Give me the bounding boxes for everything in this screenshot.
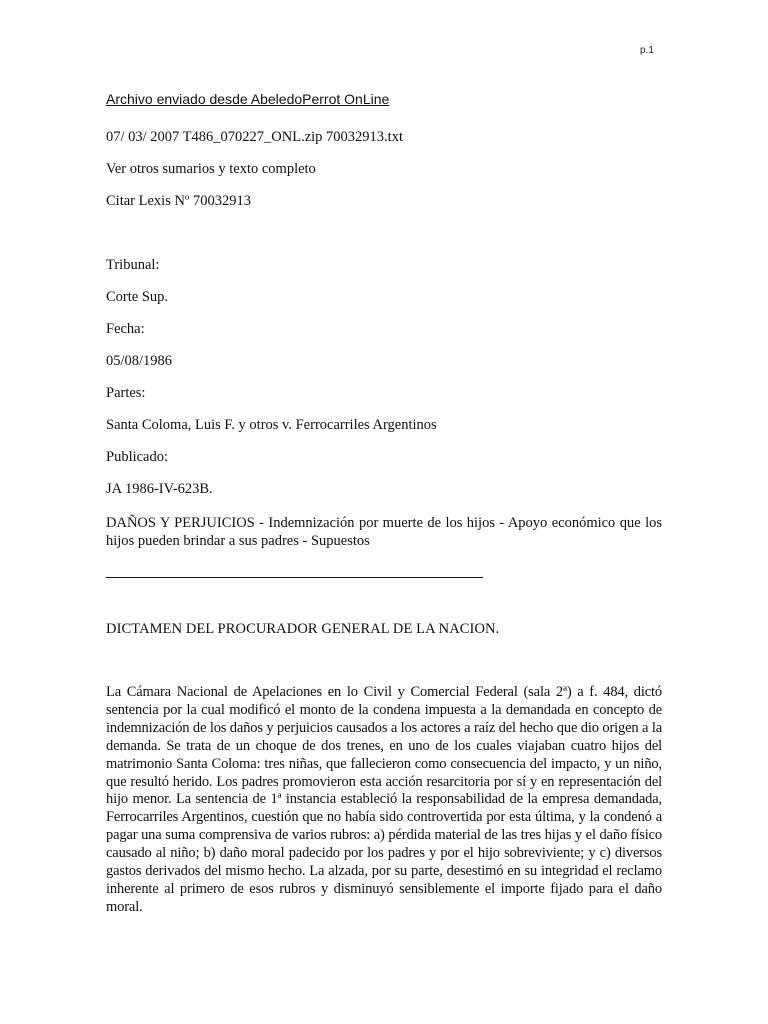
divider	[106, 577, 483, 578]
page-number: p.1	[640, 45, 654, 56]
dictamen-paragraph: La Cámara Nacional de Apelaciones en lo Civil y Comercial Federal (sala 2ª) a f. 484, dictó sentencia por la cual modificó el monto de la condena impuesta a la demandada en concepto de indemnización de los daños y perjuicios causados a los actores a raíz del hecho que dio origen a la demanda. Se trata de un choque de dos trenes, en uno de los cuales viajaban cuatro hijos del matrimonio Santa Coloma: tres niñas, que fallecieron como consecuencia del impacto, y un niño, que resultó herido. Los padres promovieron esta acción resarcitoria por sí y en representación del hijo menor. La sentencia de 1ª instancia estableció la responsabilidad de la empresa demandada, Ferrocarriles Argentinos, cuestión que no había sido controvertida por esta última, y la condenó a pagar una suma comprensiva de varios rubros: a) pérdida material de las tres hijas y el daño físico causado al niño; b) daño moral padecido por los padres y por el hijo sobreviviente; y c) diversos gastos derivados del mismo hecho. La alzada, por su parte, desestimó en su integridad el reclamo inherente al primero de esos rubros y disminuyó sensiblemente el importe fijado para el daño moral.	[106, 684, 662, 915]
tribunal-value: Corte Sup.	[106, 289, 169, 305]
tribunal-label: Tribunal:	[106, 257, 160, 273]
file-reference: 07/ 03/ 2007 T486_070227_ONL.zip 70032913.txt	[106, 129, 403, 145]
see-more-link[interactable]: Ver otros sumarios y texto completo	[106, 161, 316, 177]
source-line: Archivo enviado desde AbeledoPerrot OnLine	[106, 91, 390, 107]
parties-value: Santa Coloma, Luis F. y otros v. Ferrocarriles Argentinos	[106, 417, 437, 433]
parties-label: Partes:	[106, 385, 146, 401]
date-value: 05/08/1986	[106, 353, 173, 369]
cite-reference: Citar Lexis Nº 70032913	[106, 193, 252, 209]
published-label: Publicado:	[106, 449, 169, 465]
date-label: Fecha:	[106, 321, 145, 337]
subject-heading: DAÑOS Y PERJUICIOS - Indemnización por muerte de los hijos - Apoyo económico que los hijos pueden brindar a sus padres - Supuestos	[106, 515, 662, 549]
published-value: JA 1986-IV-623B.	[106, 481, 213, 497]
dictamen-title: DICTAMEN DEL PROCURADOR GENERAL DE LA NACION.	[106, 621, 500, 637]
